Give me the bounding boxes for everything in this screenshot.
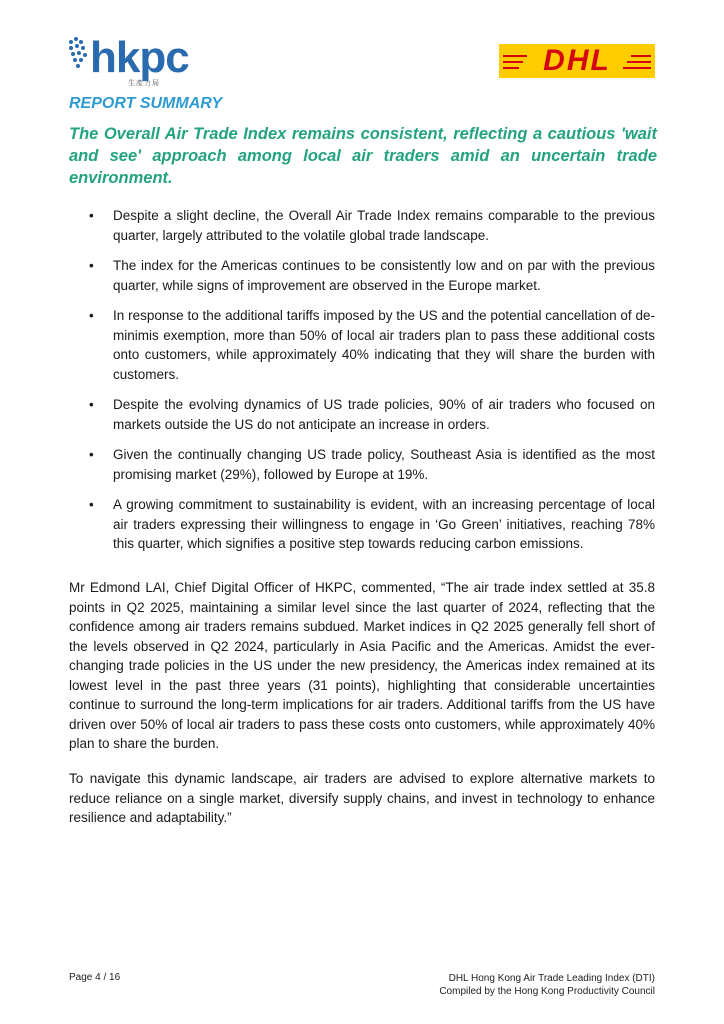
hkpc-logo xyxy=(68,32,200,90)
dhl-logo-text: DHL xyxy=(543,44,611,77)
quote-paragraph: Mr Edmond LAI, Chief Digital Officer of HKPC, commented, “The air trade index settled at 35.8 points in Q2 2025, maintaining a similar level since the last quarter of 2024, reflecting that the confidence among air traders remains subdued. Market indices in Q2 2025 generally fell short of the levels observed in Q2 2024, particularly in Asia Pacific and the Americas. Amidst the ever-changing trade policies in the US under the new presidency, the Americas index remained at its lowest level in the past three years (31 points), highlighting that considerable uncertainties continue to surround the long-term implications for air traders. Additional tariffs from the US have driven over 50% of local air traders to pass these costs onto customers, while approximately 40% plan to share the burden. xyxy=(69,580,655,751)
dhl-logo xyxy=(499,44,655,78)
bullet-icon: • xyxy=(89,208,94,223)
bullet-icon: • xyxy=(89,447,94,462)
advice-paragraph: To navigate this dynamic landscape, air traders are advised to explore alternative markets to reduce reliance on a single market, diversify supply chains, and invest in technology to enhance resilience and adaptability.” xyxy=(69,771,655,825)
bullet-text: A growing commitment to sustainability is evident, with an increasing percentage of local air traders expressing their willingness to engage in ‘Go Green’ initiatives, reaching 78% this quarter, which signifies a positive step towards reducing carbon emissions. xyxy=(113,497,655,551)
headline: The Overall Air Trade Index remains consistent, reflecting a cautious 'wait and see' approach among local air traders amid an uncertain trade environment. xyxy=(69,125,657,187)
bullet-item xyxy=(89,395,655,434)
hkpc-logo-text: hkpc xyxy=(90,33,189,82)
bullet-item xyxy=(89,206,655,245)
bullet-text: Despite the evolving dynamics of US trade policies, 90% of air traders who focused on markets outside the US do not anticipate an increase in orders. xyxy=(113,397,655,432)
bullet-item xyxy=(89,445,655,484)
footer-line-2: Compiled by the Hong Kong Productivity Council xyxy=(439,986,655,997)
bullet-text: In response to the additional tariffs imposed by the US and the potential cancellation of de-minimis exemption, more than 50% of local air traders plan to pass these additional costs onto customers, while approximately 40% indicating that they will share the burden with customers. xyxy=(113,308,655,382)
bullet-text: The index for the Americas continues to be consistently low and on par with the previous quarter, while signs of improvement are observed in the Europe market. xyxy=(113,258,655,293)
bullet-icon: • xyxy=(89,308,94,323)
summary-bullet-list xyxy=(89,206,655,565)
hkpc-dots-icon xyxy=(68,36,90,70)
bullet-item xyxy=(89,256,655,295)
bullet-icon: • xyxy=(89,397,94,412)
bullet-icon: • xyxy=(89,497,94,512)
bullet-item xyxy=(89,495,655,554)
section-title: REPORT SUMMARY xyxy=(69,95,223,112)
bullet-icon: • xyxy=(89,258,94,273)
footer-credits xyxy=(439,972,655,998)
bullet-text: Despite a slight decline, the Overall Air Trade Index remains comparable to the previous quarter, largely attributed to the volatile global trade landscape. xyxy=(113,208,655,243)
bullet-text: Given the continually changing US trade policy, Southeast Asia is identified as the most promising market (29%), followed by Europe at 19%. xyxy=(113,447,655,482)
bullet-item xyxy=(89,306,655,384)
hkpc-logo-subtitle: 生產力局 xyxy=(128,80,160,87)
page-number: Page 4 / 16 xyxy=(69,972,121,983)
footer-line-1: DHL Hong Kong Air Trade Leading Index (DTI) xyxy=(448,973,655,984)
